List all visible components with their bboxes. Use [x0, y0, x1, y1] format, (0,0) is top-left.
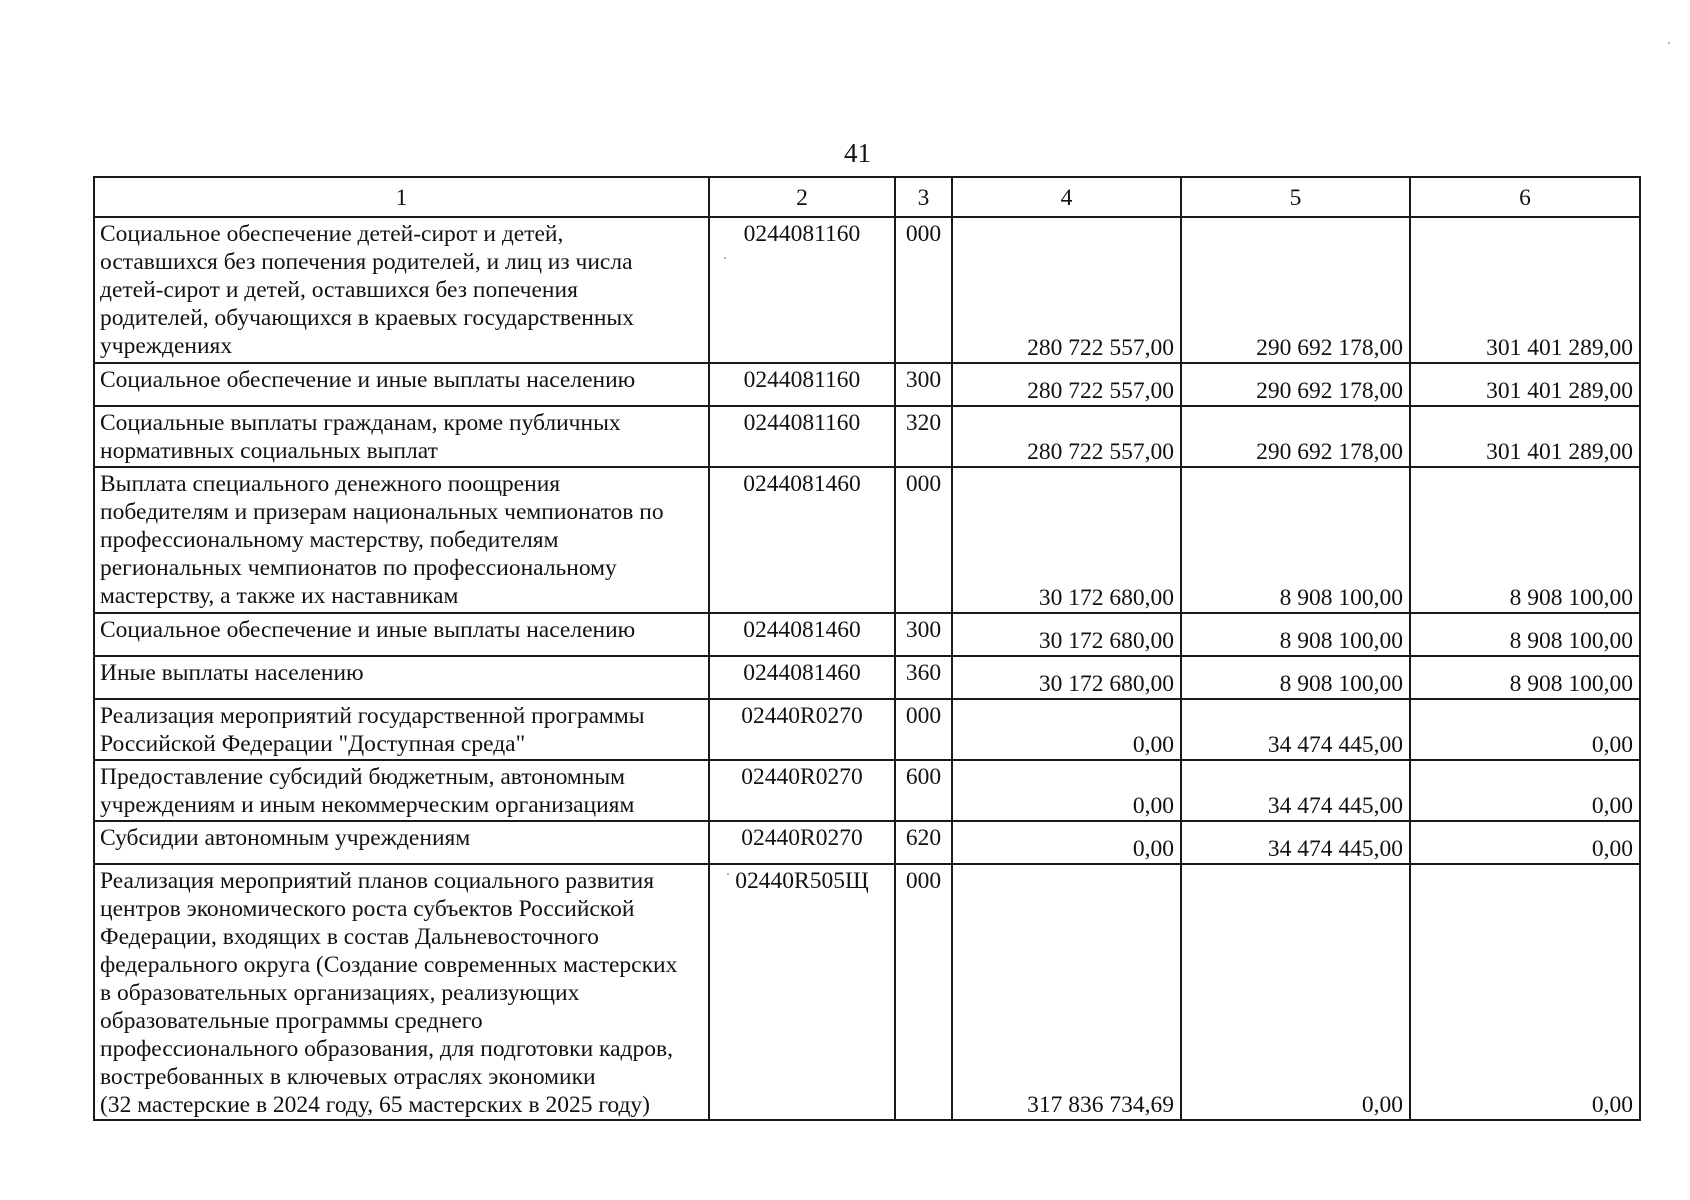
target-code: 0244081160 — [709, 363, 895, 406]
value-col-5: 8 908 100,00 — [1181, 613, 1410, 656]
column-header: 3 — [895, 177, 952, 217]
value-col-5: 290 692 178,00 — [1181, 363, 1410, 406]
target-code: 0244081160 — [709, 217, 895, 363]
value-col-6: 8 908 100,00 — [1410, 656, 1640, 699]
target-code: 02440R0270 — [709, 760, 895, 821]
row-description: Выплата специального денежного поощрения победителям и призерам национальных чемпионатов по профессиональному мастерству, победителям региональных чемпионатов по профессиональному мастерству, а также их наставникам — [94, 467, 709, 613]
value-col-6: 0,00 — [1410, 821, 1640, 864]
type-code: 000 — [895, 467, 952, 613]
row-description: Социальное обеспечение детей-сирот и детей, оставшихся без попечения родителей, и лиц из числа детей-сирот и детей, оставшихся без попечения родителей, обучающихся в краевых государственных учреждениях — [94, 217, 709, 363]
row-description: Социальное обеспечение и иные выплаты населению — [94, 363, 709, 406]
target-code: 02440R505Щ — [709, 864, 895, 1120]
value-col-5: 34 474 445,00 — [1181, 821, 1410, 864]
scan-speck — [727, 873, 729, 875]
type-code: 300 — [895, 363, 952, 406]
table-row — [94, 217, 1640, 363]
value-col-4: 30 172 680,00 — [952, 613, 1181, 656]
table-row — [94, 656, 1640, 699]
budget-table — [93, 176, 1641, 1121]
type-code: 620 — [895, 821, 952, 864]
value-col-4: 0,00 — [952, 760, 1181, 821]
table-row — [94, 363, 1640, 406]
value-col-4: 30 172 680,00 — [952, 656, 1181, 699]
table-row — [94, 864, 1640, 1120]
value-col-5: 8 908 100,00 — [1181, 467, 1410, 613]
target-code: 0244081160 — [709, 406, 895, 467]
table-header-row — [94, 177, 1640, 217]
value-col-5: 290 692 178,00 — [1181, 217, 1410, 363]
row-description: Реализация мероприятий государственной программы Российской Федерации "Доступная среда" — [94, 699, 709, 760]
type-code: 360 — [895, 656, 952, 699]
value-col-6: 301 401 289,00 — [1410, 363, 1640, 406]
value-col-5: 34 474 445,00 — [1181, 699, 1410, 760]
value-col-6: 8 908 100,00 — [1410, 467, 1640, 613]
type-code: 000 — [895, 699, 952, 760]
target-code: 0244081460 — [709, 613, 895, 656]
value-col-6: 8 908 100,00 — [1410, 613, 1640, 656]
value-col-4: 0,00 — [952, 821, 1181, 864]
value-col-5: 34 474 445,00 — [1181, 760, 1410, 821]
scan-speck — [1668, 42, 1670, 44]
value-col-5: 8 908 100,00 — [1181, 656, 1410, 699]
value-col-6: 301 401 289,00 — [1410, 217, 1640, 363]
table-row — [94, 821, 1640, 864]
target-code: 02440R0270 — [709, 821, 895, 864]
table-row — [94, 613, 1640, 656]
table-row — [94, 467, 1640, 613]
column-header: 5 — [1181, 177, 1410, 217]
type-code: 300 — [895, 613, 952, 656]
table-row — [94, 406, 1640, 467]
target-code: 02440R0270 — [709, 699, 895, 760]
column-header: 2 — [709, 177, 895, 217]
row-description: Иные выплаты населению — [94, 656, 709, 699]
value-col-5: 290 692 178,00 — [1181, 406, 1410, 467]
type-code: 320 — [895, 406, 952, 467]
type-code: 000 — [895, 864, 952, 1120]
table-row — [94, 699, 1640, 760]
row-description: Социальное обеспечение и иные выплаты населению — [94, 613, 709, 656]
row-description: Реализация мероприятий планов социального развития центров экономического роста субъектов Российской Федерации, входящих в состав Дальневосточного федерального округа (Создание современных мастерских в образовательных организациях, реализующих образовательные программы среднего профессионального образования, для подготовки кадров, востребованных в ключевых отраслях экономики (32 мастерские в 2024 году, 65 мастерских в 2025 году) — [94, 864, 709, 1120]
value-col-6: 0,00 — [1410, 760, 1640, 821]
row-description: Социальные выплаты гражданам, кроме публичных нормативных социальных выплат — [94, 406, 709, 467]
value-col-4: 317 836 734,69 — [952, 864, 1181, 1120]
column-header: 6 — [1410, 177, 1640, 217]
type-code: 600 — [895, 760, 952, 821]
target-code: 0244081460 — [709, 656, 895, 699]
value-col-4: 280 722 557,00 — [952, 217, 1181, 363]
value-col-5: 0,00 — [1181, 864, 1410, 1120]
row-description: Субсидии автономным учреждениям — [94, 821, 709, 864]
row-description: Предоставление субсидий бюджетным, автономным учреждениям и иным некоммерческим организациям — [94, 760, 709, 821]
column-header: 1 — [94, 177, 709, 217]
value-col-4: 30 172 680,00 — [952, 467, 1181, 613]
value-col-4: 280 722 557,00 — [952, 406, 1181, 467]
value-col-6: 0,00 — [1410, 864, 1640, 1120]
value-col-6: 0,00 — [1410, 699, 1640, 760]
scan-speck — [724, 257, 726, 259]
value-col-4: 0,00 — [952, 699, 1181, 760]
value-col-4: 280 722 557,00 — [952, 363, 1181, 406]
value-col-6: 301 401 289,00 — [1410, 406, 1640, 467]
column-header: 4 — [952, 177, 1181, 217]
page-number: 41 — [844, 138, 871, 168]
table-row — [94, 760, 1640, 821]
target-code: 0244081460 — [709, 467, 895, 613]
type-code: 000 — [895, 217, 952, 363]
